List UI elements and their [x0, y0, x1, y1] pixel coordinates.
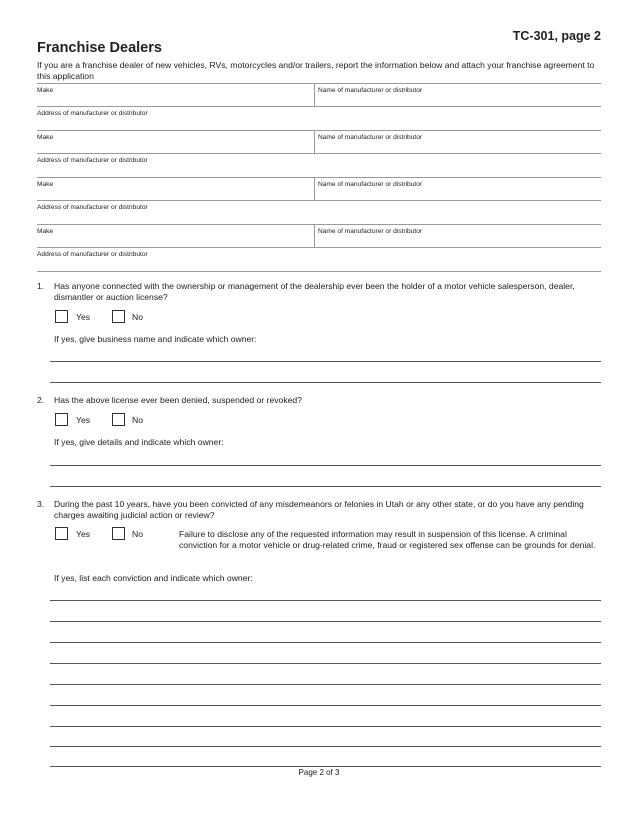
yes-checkbox[interactable] [55, 310, 68, 323]
make-label: Make [37, 181, 54, 188]
manufacturer-address-label: Address of manufacturer or distributor [37, 204, 148, 211]
no-label: No [132, 529, 143, 539]
intro-text: If you are a franchise dealer of new vehicles, RVs, motorcycles and/or trailers, report the information below and attach your franchise agreement to this application [37, 60, 595, 81]
answer-line[interactable] [50, 746, 601, 747]
field-divider [314, 84, 315, 106]
no-label: No [132, 312, 143, 322]
field-rule [37, 130, 601, 131]
disclosure-notice: Failure to disclose any of the requested information may result in suspension of this license. A criminal conviction for a motor vehicle or drug-related crime, fraud or registered sex offense can be grounds for denial. [179, 529, 596, 550]
answer-line[interactable] [50, 465, 601, 466]
question-number: 3. [37, 499, 45, 509]
page-title: Franchise Dealers [37, 40, 162, 56]
field-rule [37, 177, 601, 178]
yes-label: Yes [76, 312, 91, 322]
form-id: TC-301, page 2 [512, 29, 601, 43]
field-rule [37, 200, 601, 201]
answer-line[interactable] [50, 361, 601, 362]
followup-text: If yes, give business name and indicate which owner: [54, 334, 257, 344]
answer-line[interactable] [50, 663, 601, 664]
manufacturer-name-label: Name of manufacturer or distributor [318, 228, 423, 235]
question-text: Has anyone connected with the ownership or management of the dealership ever been the holder of a motor vehicle salesperson, dealer, dismantler or auction license? [54, 281, 575, 302]
answer-line[interactable] [50, 684, 601, 685]
no-checkbox[interactable] [112, 310, 125, 323]
answer-line[interactable] [50, 600, 601, 601]
question-text: Has the above license ever been denied, suspended or revoked? [54, 395, 302, 405]
page-number: Page 2 of 3 [298, 768, 340, 777]
manufacturer-name-label: Name of manufacturer or distributor [318, 181, 423, 188]
answer-line[interactable] [50, 766, 601, 767]
manufacturer-address-label: Address of manufacturer or distributor [37, 110, 148, 117]
make-label: Make [37, 228, 54, 235]
answer-line[interactable] [50, 642, 601, 643]
field-rule [37, 153, 601, 154]
answer-line[interactable] [50, 726, 601, 727]
make-label: Make [37, 134, 54, 141]
no-checkbox[interactable] [112, 413, 125, 426]
field-divider [314, 131, 315, 153]
field-rule [37, 247, 601, 248]
dealer-top-rule [37, 83, 601, 84]
manufacturer-name-label: Name of manufacturer or distributor [318, 87, 423, 94]
yes-checkbox[interactable] [55, 527, 68, 540]
make-label: Make [37, 87, 54, 94]
manufacturer-address-label: Address of manufacturer or distributor [37, 157, 148, 164]
answer-line[interactable] [50, 382, 601, 383]
answer-line[interactable] [50, 486, 601, 487]
no-checkbox[interactable] [112, 527, 125, 540]
question-text: During the past 10 years, have you been convicted of any misdemeanors or felonies in Utah or any other state, or do you have any pending charges awaiting judicial action or review? [54, 499, 584, 520]
no-label: No [132, 415, 143, 425]
question-number: 1. [37, 281, 45, 291]
yes-label: Yes [76, 415, 91, 425]
followup-text: If yes, give details and indicate which owner: [54, 437, 224, 447]
answer-line[interactable] [50, 621, 601, 622]
yes-label: Yes [76, 529, 91, 539]
field-rule [37, 224, 601, 225]
yes-checkbox[interactable] [55, 413, 68, 426]
field-rule [37, 271, 601, 272]
field-divider [314, 225, 315, 247]
field-divider [314, 178, 315, 200]
field-rule [37, 106, 601, 107]
question-number: 2. [37, 395, 45, 405]
answer-line[interactable] [50, 705, 601, 706]
manufacturer-address-label: Address of manufacturer or distributor [37, 251, 148, 258]
followup-text: If yes, list each conviction and indicate which owner: [54, 573, 253, 583]
manufacturer-name-label: Name of manufacturer or distributor [318, 134, 423, 141]
